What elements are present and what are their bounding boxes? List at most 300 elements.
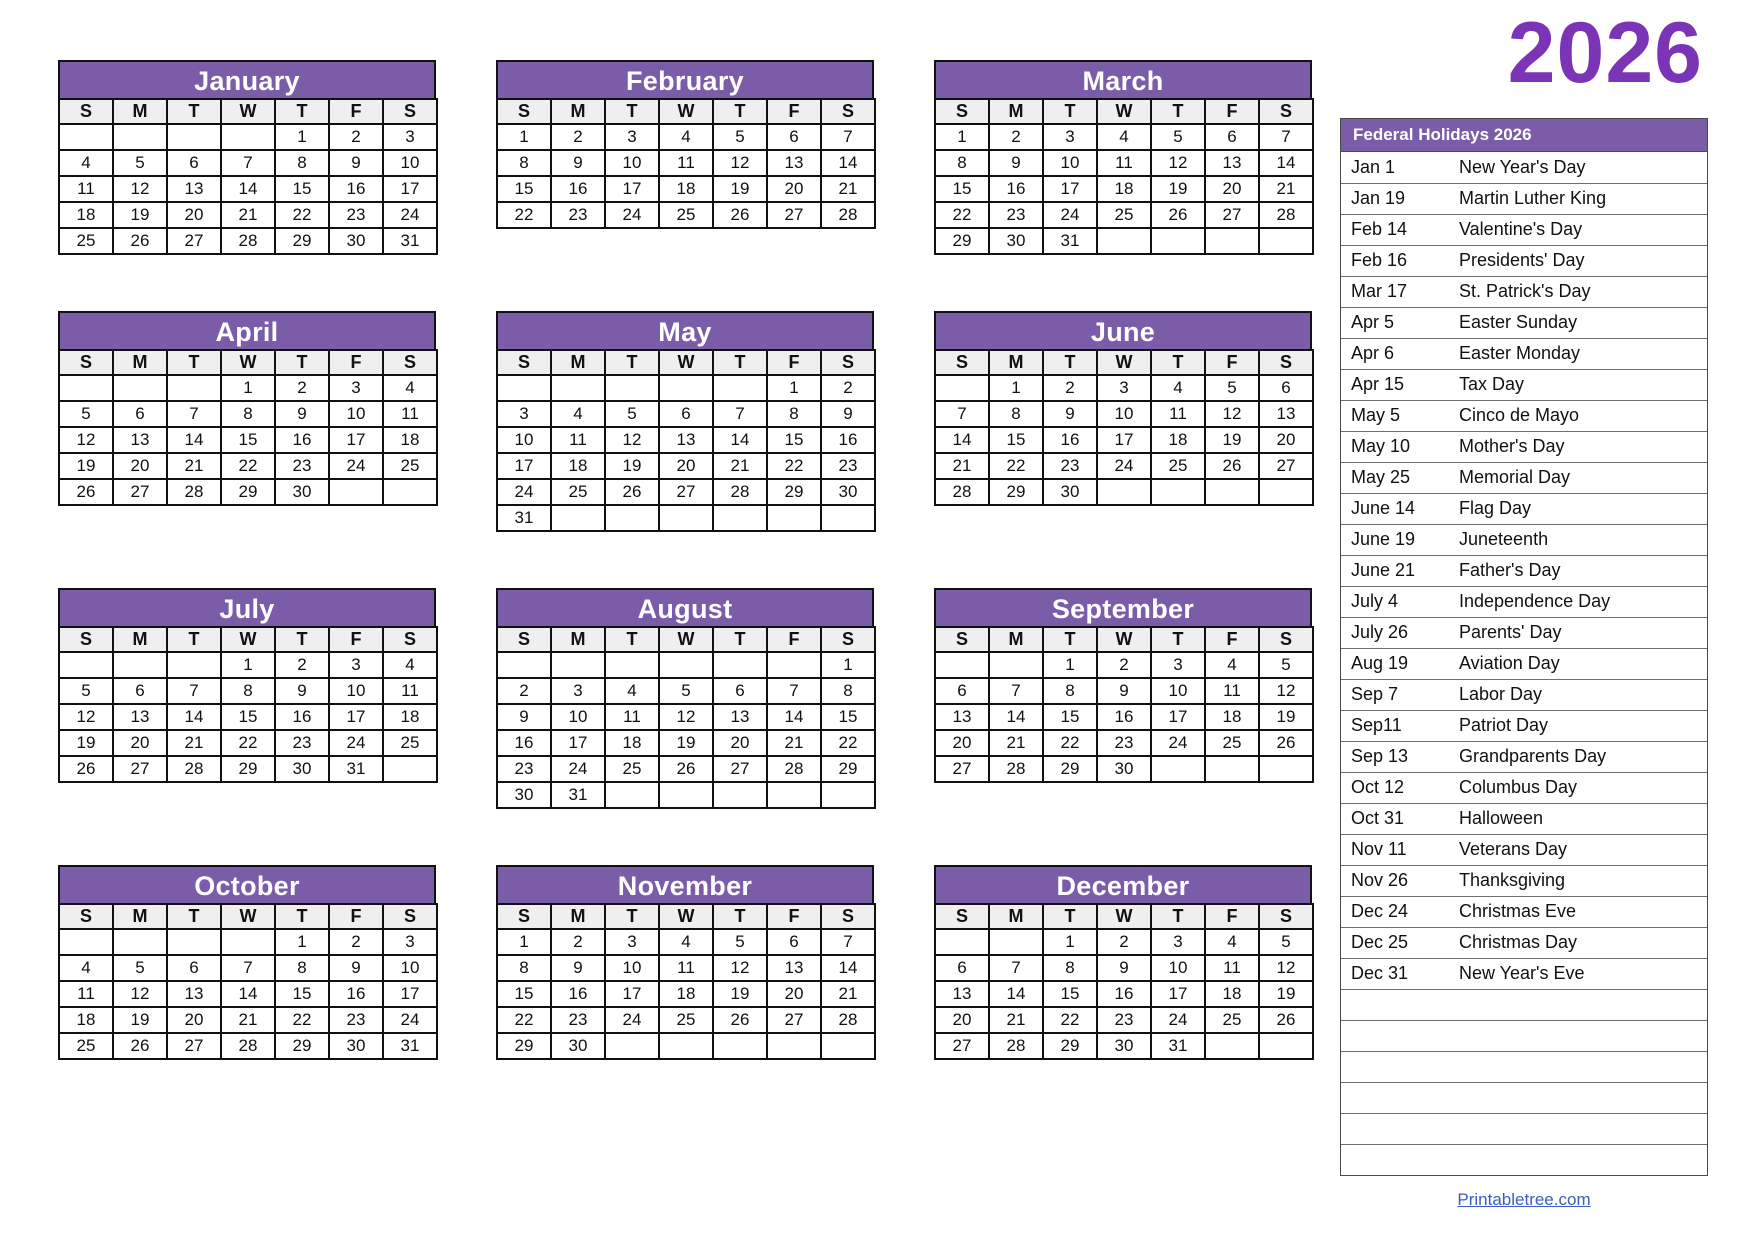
day-cell[interactable]: 26 [59,756,113,782]
day-cell[interactable]: 26 [1259,730,1313,756]
day-cell[interactable]: 14 [821,955,875,981]
day-cell[interactable]: 4 [659,124,713,150]
day-cell[interactable]: 23 [497,756,551,782]
day-cell[interactable]: 3 [1097,375,1151,401]
day-cell[interactable]: 22 [497,202,551,228]
day-cell[interactable]: 3 [383,929,437,955]
day-cell[interactable]: 24 [1151,1007,1205,1033]
day-cell[interactable]: 25 [383,453,437,479]
day-cell[interactable]: 27 [167,228,221,254]
day-cell[interactable]: 5 [113,955,167,981]
day-cell[interactable]: 13 [167,176,221,202]
day-cell[interactable]: 30 [329,228,383,254]
day-cell[interactable]: 11 [551,427,605,453]
day-cell[interactable]: 22 [1043,730,1097,756]
day-cell[interactable]: 1 [1043,652,1097,678]
day-cell[interactable]: 20 [167,1007,221,1033]
day-cell[interactable]: 24 [383,202,437,228]
day-cell[interactable]: 25 [1151,453,1205,479]
day-cell[interactable]: 9 [275,678,329,704]
day-cell[interactable]: 15 [1043,981,1097,1007]
day-cell[interactable]: 20 [767,981,821,1007]
day-cell[interactable]: 9 [551,955,605,981]
day-cell[interactable]: 8 [1043,955,1097,981]
day-cell[interactable]: 10 [329,401,383,427]
day-cell[interactable]: 10 [1151,678,1205,704]
day-cell[interactable]: 12 [113,981,167,1007]
day-cell[interactable]: 8 [767,401,821,427]
day-cell[interactable]: 20 [935,730,989,756]
day-cell[interactable]: 27 [113,479,167,505]
day-cell[interactable]: 9 [1097,955,1151,981]
day-cell[interactable]: 11 [383,401,437,427]
day-cell[interactable]: 6 [713,678,767,704]
day-cell[interactable]: 10 [497,427,551,453]
day-cell[interactable]: 12 [659,704,713,730]
day-cell[interactable]: 9 [497,704,551,730]
day-cell[interactable]: 4 [659,929,713,955]
day-cell[interactable]: 30 [497,782,551,808]
day-cell[interactable]: 28 [1259,202,1313,228]
day-cell[interactable]: 24 [1151,730,1205,756]
day-cell[interactable]: 23 [275,730,329,756]
day-cell[interactable]: 6 [767,124,821,150]
day-cell[interactable]: 4 [59,150,113,176]
day-cell[interactable]: 19 [605,453,659,479]
day-cell[interactable]: 16 [551,981,605,1007]
day-cell[interactable]: 6 [167,955,221,981]
day-cell[interactable]: 31 [551,782,605,808]
day-cell[interactable]: 27 [1259,453,1313,479]
day-cell[interactable]: 24 [605,202,659,228]
day-cell[interactable]: 22 [1043,1007,1097,1033]
day-cell[interactable]: 17 [383,176,437,202]
day-cell[interactable]: 26 [1259,1007,1313,1033]
day-cell[interactable]: 12 [1259,955,1313,981]
day-cell[interactable]: 24 [605,1007,659,1033]
day-cell[interactable]: 20 [935,1007,989,1033]
day-cell[interactable]: 30 [275,479,329,505]
day-cell[interactable]: 4 [1151,375,1205,401]
day-cell[interactable]: 25 [59,228,113,254]
day-cell[interactable]: 16 [1097,981,1151,1007]
day-cell[interactable]: 22 [275,1007,329,1033]
day-cell[interactable]: 3 [1043,124,1097,150]
day-cell[interactable]: 8 [935,150,989,176]
day-cell[interactable]: 21 [821,176,875,202]
day-cell[interactable]: 11 [383,678,437,704]
day-cell[interactable]: 29 [935,228,989,254]
day-cell[interactable]: 1 [497,124,551,150]
day-cell[interactable]: 18 [383,427,437,453]
day-cell[interactable]: 1 [275,929,329,955]
day-cell[interactable]: 13 [167,981,221,1007]
day-cell[interactable]: 26 [605,479,659,505]
day-cell[interactable]: 11 [59,176,113,202]
day-cell[interactable]: 23 [1097,1007,1151,1033]
day-cell[interactable]: 15 [275,981,329,1007]
day-cell[interactable]: 21 [767,730,821,756]
day-cell[interactable]: 5 [1259,929,1313,955]
day-cell[interactable]: 12 [713,955,767,981]
day-cell[interactable]: 12 [1205,401,1259,427]
day-cell[interactable]: 28 [989,1033,1043,1059]
day-cell[interactable]: 6 [113,401,167,427]
day-cell[interactable]: 23 [1097,730,1151,756]
day-cell[interactable]: 8 [497,150,551,176]
day-cell[interactable]: 10 [329,678,383,704]
day-cell[interactable]: 14 [989,704,1043,730]
day-cell[interactable]: 4 [605,678,659,704]
day-cell[interactable]: 11 [1151,401,1205,427]
day-cell[interactable]: 27 [935,756,989,782]
day-cell[interactable]: 10 [1151,955,1205,981]
day-cell[interactable]: 7 [1259,124,1313,150]
day-cell[interactable]: 19 [1205,427,1259,453]
day-cell[interactable]: 21 [167,730,221,756]
day-cell[interactable]: 8 [497,955,551,981]
day-cell[interactable]: 2 [821,375,875,401]
day-cell[interactable]: 2 [1097,652,1151,678]
day-cell[interactable]: 28 [989,756,1043,782]
day-cell[interactable]: 5 [59,678,113,704]
day-cell[interactable]: 15 [221,704,275,730]
day-cell[interactable]: 11 [659,150,713,176]
day-cell[interactable]: 30 [329,1033,383,1059]
day-cell[interactable]: 24 [551,756,605,782]
day-cell[interactable]: 3 [551,678,605,704]
day-cell[interactable]: 31 [383,1033,437,1059]
day-cell[interactable]: 13 [113,427,167,453]
day-cell[interactable]: 20 [659,453,713,479]
day-cell[interactable]: 23 [551,202,605,228]
day-cell[interactable]: 29 [221,756,275,782]
day-cell[interactable]: 27 [1205,202,1259,228]
day-cell[interactable]: 31 [1043,228,1097,254]
day-cell[interactable]: 7 [713,401,767,427]
day-cell[interactable]: 5 [605,401,659,427]
day-cell[interactable]: 9 [329,150,383,176]
day-cell[interactable]: 1 [221,375,275,401]
day-cell[interactable]: 19 [659,730,713,756]
day-cell[interactable]: 23 [989,202,1043,228]
day-cell[interactable]: 10 [383,150,437,176]
day-cell[interactable]: 27 [113,756,167,782]
day-cell[interactable]: 12 [59,427,113,453]
day-cell[interactable]: 23 [329,1007,383,1033]
day-cell[interactable]: 29 [275,228,329,254]
day-cell[interactable]: 28 [167,756,221,782]
day-cell[interactable]: 28 [221,1033,275,1059]
day-cell[interactable]: 12 [1259,678,1313,704]
day-cell[interactable]: 13 [1259,401,1313,427]
day-cell[interactable]: 15 [767,427,821,453]
day-cell[interactable]: 23 [329,202,383,228]
day-cell[interactable]: 20 [1259,427,1313,453]
day-cell[interactable]: 9 [551,150,605,176]
day-cell[interactable]: 26 [1151,202,1205,228]
day-cell[interactable]: 14 [713,427,767,453]
day-cell[interactable]: 19 [1151,176,1205,202]
day-cell[interactable]: 4 [551,401,605,427]
day-cell[interactable]: 19 [1259,704,1313,730]
day-cell[interactable]: 14 [221,176,275,202]
day-cell[interactable]: 25 [383,730,437,756]
day-cell[interactable]: 29 [821,756,875,782]
day-cell[interactable]: 11 [1097,150,1151,176]
day-cell[interactable]: 14 [167,704,221,730]
day-cell[interactable]: 2 [329,929,383,955]
day-cell[interactable]: 2 [1043,375,1097,401]
day-cell[interactable]: 28 [167,479,221,505]
day-cell[interactable]: 6 [935,955,989,981]
day-cell[interactable]: 11 [659,955,713,981]
day-cell[interactable]: 18 [1205,981,1259,1007]
day-cell[interactable]: 21 [713,453,767,479]
day-cell[interactable]: 11 [605,704,659,730]
day-cell[interactable]: 14 [167,427,221,453]
day-cell[interactable]: 16 [551,176,605,202]
day-cell[interactable]: 26 [113,228,167,254]
day-cell[interactable]: 6 [935,678,989,704]
day-cell[interactable]: 10 [551,704,605,730]
day-cell[interactable]: 3 [605,124,659,150]
day-cell[interactable]: 22 [275,202,329,228]
day-cell[interactable]: 27 [767,202,821,228]
day-cell[interactable]: 29 [1043,756,1097,782]
day-cell[interactable]: 16 [989,176,1043,202]
day-cell[interactable]: 30 [1043,479,1097,505]
day-cell[interactable]: 5 [1205,375,1259,401]
day-cell[interactable]: 17 [329,704,383,730]
day-cell[interactable]: 16 [275,704,329,730]
day-cell[interactable]: 24 [383,1007,437,1033]
day-cell[interactable]: 5 [713,929,767,955]
day-cell[interactable]: 14 [821,150,875,176]
day-cell[interactable]: 12 [1151,150,1205,176]
day-cell[interactable]: 31 [497,505,551,531]
day-cell[interactable]: 26 [113,1033,167,1059]
day-cell[interactable]: 5 [59,401,113,427]
day-cell[interactable]: 10 [605,150,659,176]
day-cell[interactable]: 12 [113,176,167,202]
day-cell[interactable]: 8 [275,955,329,981]
day-cell[interactable]: 14 [1259,150,1313,176]
day-cell[interactable]: 5 [1259,652,1313,678]
day-cell[interactable]: 31 [329,756,383,782]
day-cell[interactable]: 14 [767,704,821,730]
day-cell[interactable]: 17 [1097,427,1151,453]
day-cell[interactable]: 21 [221,1007,275,1033]
day-cell[interactable]: 29 [221,479,275,505]
day-cell[interactable]: 7 [989,955,1043,981]
day-cell[interactable]: 9 [1043,401,1097,427]
day-cell[interactable]: 28 [821,1007,875,1033]
day-cell[interactable]: 13 [713,704,767,730]
day-cell[interactable]: 14 [221,981,275,1007]
day-cell[interactable]: 18 [59,202,113,228]
day-cell[interactable]: 26 [1205,453,1259,479]
day-cell[interactable]: 20 [113,453,167,479]
day-cell[interactable]: 6 [1259,375,1313,401]
day-cell[interactable]: 4 [383,652,437,678]
day-cell[interactable]: 28 [713,479,767,505]
day-cell[interactable]: 9 [275,401,329,427]
day-cell[interactable]: 1 [275,124,329,150]
day-cell[interactable]: 23 [551,1007,605,1033]
day-cell[interactable]: 18 [59,1007,113,1033]
day-cell[interactable]: 7 [821,124,875,150]
day-cell[interactable]: 15 [497,176,551,202]
day-cell[interactable]: 2 [275,652,329,678]
day-cell[interactable]: 24 [497,479,551,505]
day-cell[interactable]: 26 [713,1007,767,1033]
day-cell[interactable]: 19 [713,176,767,202]
day-cell[interactable]: 18 [605,730,659,756]
day-cell[interactable]: 29 [989,479,1043,505]
day-cell[interactable]: 30 [1097,756,1151,782]
day-cell[interactable]: 4 [1205,929,1259,955]
day-cell[interactable]: 3 [1151,652,1205,678]
day-cell[interactable]: 6 [659,401,713,427]
day-cell[interactable]: 16 [275,427,329,453]
day-cell[interactable]: 21 [989,1007,1043,1033]
day-cell[interactable]: 18 [659,981,713,1007]
day-cell[interactable]: 19 [713,981,767,1007]
day-cell[interactable]: 22 [989,453,1043,479]
day-cell[interactable]: 31 [383,228,437,254]
day-cell[interactable]: 25 [1205,730,1259,756]
day-cell[interactable]: 26 [659,756,713,782]
day-cell[interactable]: 12 [713,150,767,176]
day-cell[interactable]: 2 [497,678,551,704]
day-cell[interactable]: 14 [935,427,989,453]
day-cell[interactable]: 21 [1259,176,1313,202]
day-cell[interactable]: 25 [1097,202,1151,228]
day-cell[interactable]: 17 [605,176,659,202]
day-cell[interactable]: 18 [1097,176,1151,202]
day-cell[interactable]: 27 [767,1007,821,1033]
day-cell[interactable]: 1 [221,652,275,678]
day-cell[interactable]: 4 [383,375,437,401]
day-cell[interactable]: 4 [59,955,113,981]
day-cell[interactable]: 2 [275,375,329,401]
day-cell[interactable]: 16 [1097,704,1151,730]
day-cell[interactable]: 8 [275,150,329,176]
day-cell[interactable]: 24 [1097,453,1151,479]
site-link[interactable]: Printabletree.com [1457,1190,1591,1209]
day-cell[interactable]: 3 [1151,929,1205,955]
day-cell[interactable]: 13 [935,981,989,1007]
day-cell[interactable]: 22 [221,730,275,756]
day-cell[interactable]: 24 [329,730,383,756]
day-cell[interactable]: 15 [989,427,1043,453]
day-cell[interactable]: 5 [659,678,713,704]
day-cell[interactable]: 10 [1043,150,1097,176]
day-cell[interactable]: 16 [497,730,551,756]
day-cell[interactable]: 20 [713,730,767,756]
day-cell[interactable]: 14 [989,981,1043,1007]
day-cell[interactable]: 26 [713,202,767,228]
day-cell[interactable]: 17 [1151,704,1205,730]
day-cell[interactable]: 19 [1259,981,1313,1007]
day-cell[interactable]: 15 [821,704,875,730]
day-cell[interactable]: 27 [167,1033,221,1059]
day-cell[interactable]: 17 [1151,981,1205,1007]
day-cell[interactable]: 20 [167,202,221,228]
day-cell[interactable]: 16 [329,981,383,1007]
day-cell[interactable]: 2 [551,929,605,955]
day-cell[interactable]: 7 [767,678,821,704]
day-cell[interactable]: 2 [329,124,383,150]
day-cell[interactable]: 8 [221,678,275,704]
day-cell[interactable]: 6 [113,678,167,704]
day-cell[interactable]: 9 [1097,678,1151,704]
day-cell[interactable]: 23 [821,453,875,479]
day-cell[interactable]: 3 [605,929,659,955]
day-cell[interactable]: 2 [551,124,605,150]
day-cell[interactable]: 20 [1205,176,1259,202]
day-cell[interactable]: 10 [1097,401,1151,427]
day-cell[interactable]: 17 [605,981,659,1007]
day-cell[interactable]: 3 [497,401,551,427]
day-cell[interactable]: 11 [1205,955,1259,981]
day-cell[interactable]: 19 [59,453,113,479]
day-cell[interactable]: 3 [329,652,383,678]
day-cell[interactable]: 22 [221,453,275,479]
day-cell[interactable]: 15 [221,427,275,453]
day-cell[interactable]: 5 [713,124,767,150]
day-cell[interactable]: 29 [275,1033,329,1059]
day-cell[interactable]: 10 [605,955,659,981]
day-cell[interactable]: 29 [497,1033,551,1059]
day-cell[interactable]: 28 [767,756,821,782]
day-cell[interactable]: 17 [329,427,383,453]
day-cell[interactable]: 4 [1205,652,1259,678]
day-cell[interactable]: 27 [713,756,767,782]
day-cell[interactable]: 2 [1097,929,1151,955]
day-cell[interactable]: 13 [659,427,713,453]
day-cell[interactable]: 29 [1043,1033,1097,1059]
day-cell[interactable]: 7 [935,401,989,427]
day-cell[interactable]: 24 [329,453,383,479]
day-cell[interactable]: 22 [497,1007,551,1033]
day-cell[interactable]: 7 [221,955,275,981]
day-cell[interactable]: 23 [1043,453,1097,479]
day-cell[interactable]: 22 [767,453,821,479]
day-cell[interactable]: 16 [1043,427,1097,453]
day-cell[interactable]: 3 [383,124,437,150]
day-cell[interactable]: 30 [989,228,1043,254]
day-cell[interactable]: 21 [167,453,221,479]
day-cell[interactable]: 25 [59,1033,113,1059]
day-cell[interactable]: 18 [383,704,437,730]
day-cell[interactable]: 22 [935,202,989,228]
day-cell[interactable]: 21 [935,453,989,479]
day-cell[interactable]: 13 [767,955,821,981]
day-cell[interactable]: 20 [113,730,167,756]
day-cell[interactable]: 16 [821,427,875,453]
day-cell[interactable]: 8 [221,401,275,427]
day-cell[interactable]: 31 [1151,1033,1205,1059]
day-cell[interactable]: 27 [935,1033,989,1059]
day-cell[interactable]: 13 [1205,150,1259,176]
day-cell[interactable]: 16 [329,176,383,202]
day-cell[interactable]: 28 [221,228,275,254]
day-cell[interactable]: 1 [497,929,551,955]
day-cell[interactable]: 18 [551,453,605,479]
day-cell[interactable]: 30 [821,479,875,505]
